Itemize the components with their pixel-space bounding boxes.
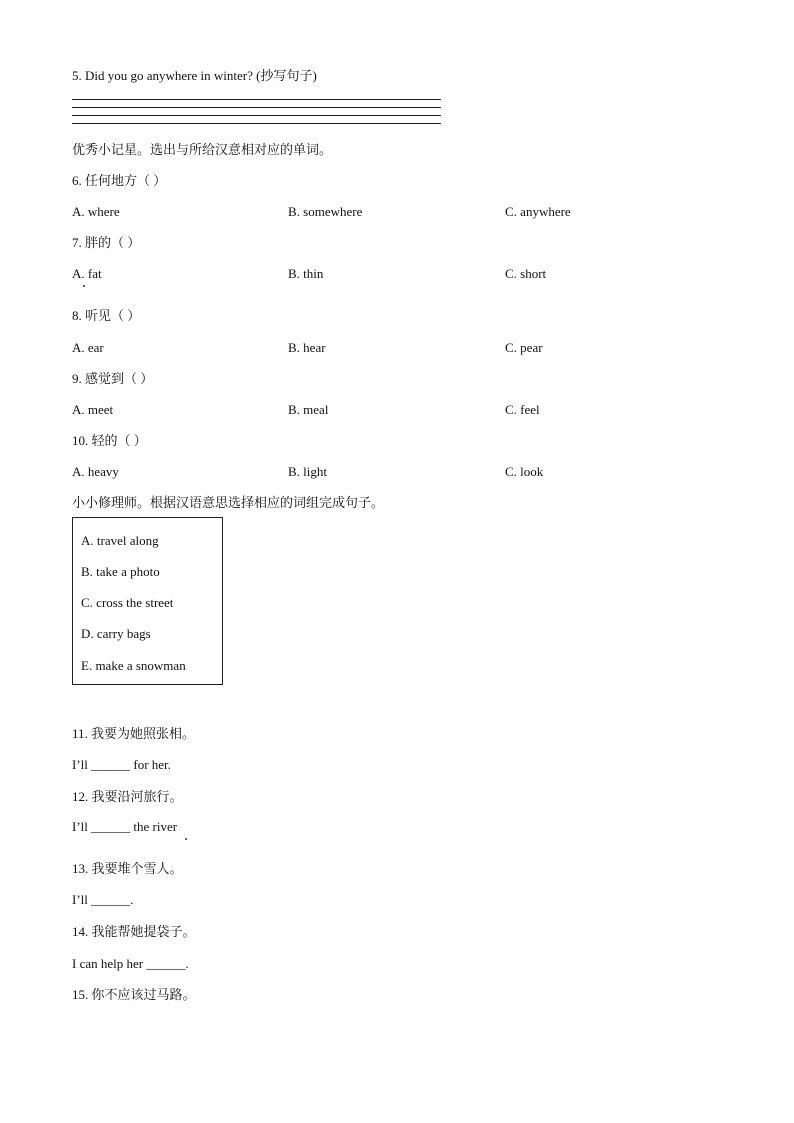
question-13-chinese: 13. 我要堆个雪人。 <box>72 861 183 876</box>
phrase-item-d: D. carry bags <box>81 626 151 641</box>
question-8-option-b[interactable]: B. hear <box>288 340 326 355</box>
question-9-option-c[interactable]: C. feel <box>505 402 540 417</box>
question-11-chinese: 11. 我要为她照张相。 <box>72 726 196 741</box>
phrase-box <box>72 517 223 685</box>
question-7-option-a[interactable]: A. fat <box>72 266 102 281</box>
phrase-item-b: B. take a photo <box>81 564 160 579</box>
writing-line <box>72 123 441 124</box>
question-12-chinese: 12. 我要沿河旅行。 <box>72 789 183 804</box>
phrase-item-a: A. travel along <box>81 533 159 548</box>
question-9-option-b[interactable]: B. meal <box>288 402 329 417</box>
section-b-title: 小小修理师。根据汉语意思选择相应的词组完成句子。 <box>72 495 385 510</box>
question-15-chinese: 15. 你不应该过马路。 <box>72 987 196 1002</box>
question-12-sentence[interactable]: I’ll ______ the river <box>72 819 178 834</box>
question-8-option-c[interactable]: C. pear <box>505 340 543 355</box>
copy-task-text: 5. Did you go anywhere in winter? (抄写句子) <box>72 68 317 83</box>
phrase-item-e: E. make a snowman <box>81 658 186 673</box>
stray-dot <box>83 285 85 287</box>
question-13-sentence[interactable]: I’ll ______. <box>72 892 134 907</box>
question-14-sentence[interactable]: I can help her ______. <box>72 956 189 971</box>
question-6-option-c[interactable]: C. anywhere <box>505 204 571 219</box>
question-9-prompt: 9. 感觉到（ ） <box>72 371 154 386</box>
writing-line <box>72 115 441 116</box>
writing-line <box>72 107 441 108</box>
writing-line <box>72 99 441 100</box>
question-8-option-a[interactable]: A. ear <box>72 340 104 355</box>
question-10-option-b[interactable]: B. light <box>288 464 328 479</box>
question-9-option-a[interactable]: A. meet <box>72 402 114 417</box>
question-6-prompt: 6. 任何地方（ ） <box>72 173 167 188</box>
question-6-option-a[interactable]: A. where <box>72 204 120 219</box>
question-7-option-b[interactable]: B. thin <box>288 266 324 281</box>
question-8-prompt: 8. 听见（ ） <box>72 308 141 323</box>
question-7-option-c[interactable]: C. short <box>505 266 547 281</box>
question-10-option-a[interactable]: A. heavy <box>72 464 119 479</box>
question-10-prompt: 10. 轻的（ ） <box>72 433 147 448</box>
writing-lines <box>72 99 441 131</box>
stray-dot <box>185 838 187 840</box>
section-a-title: 优秀小记星。选出与所给汉意相对应的单词。 <box>72 142 333 157</box>
question-14-chinese: 14. 我能帮她提袋子。 <box>72 924 196 939</box>
question-11-sentence[interactable]: I’ll ______ for her. <box>72 757 171 772</box>
question-10-option-c[interactable]: C. look <box>505 464 544 479</box>
question-6-option-b[interactable]: B. somewhere <box>288 204 363 219</box>
question-7-prompt: 7. 胖的（ ） <box>72 235 141 250</box>
phrase-item-c: C. cross the street <box>81 595 174 610</box>
